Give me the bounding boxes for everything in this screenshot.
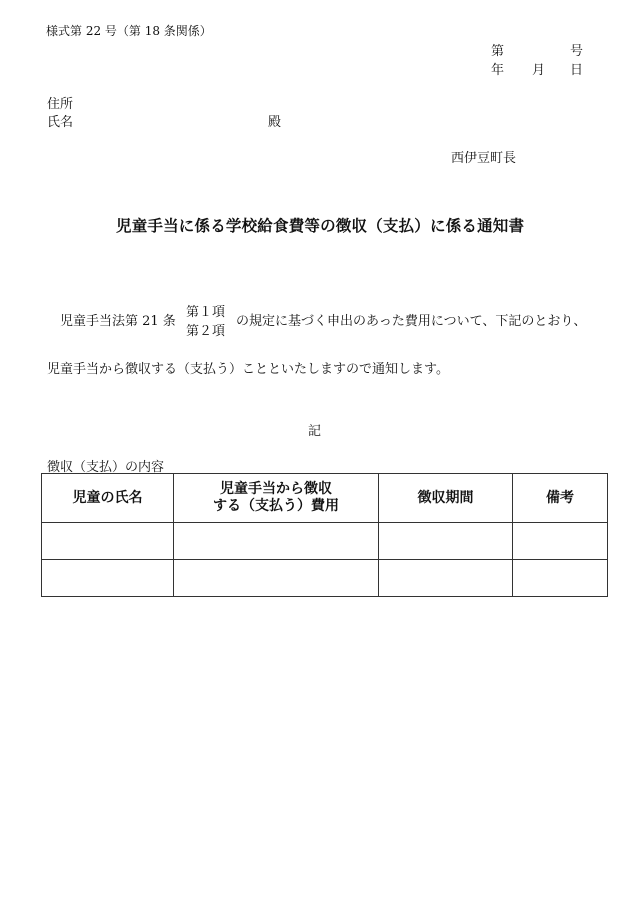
address-label: 住所 xyxy=(47,97,74,112)
header-remarks: 備考 xyxy=(513,474,608,523)
clause-1: 第１項 xyxy=(186,305,226,320)
ki-marker: 記 xyxy=(308,424,322,439)
cell-remarks xyxy=(513,523,608,560)
table-row xyxy=(42,560,608,597)
document-title: 児童手当に係る学校給食費等の徴収（支払）に係る通知書 xyxy=(116,216,525,235)
cell-child-name xyxy=(42,560,174,597)
doc-number-dai: 第 xyxy=(491,44,505,59)
cell-fee xyxy=(174,560,379,597)
body-line1-rest: の規定に基づく申出のあった費用について、下記のとおり、 xyxy=(236,314,587,329)
clause-2: 第２項 xyxy=(186,324,226,339)
cell-period xyxy=(379,560,513,597)
table-header-row xyxy=(42,474,608,523)
body-lead: 児童手当法第 21 条 xyxy=(60,314,176,329)
header-child-name: 児童の氏名 xyxy=(42,474,174,523)
doc-number-go: 号 xyxy=(570,44,584,59)
content-table xyxy=(41,473,608,597)
date-day: 日 xyxy=(570,63,584,78)
body-line2: 児童手当から徴収する（支払う）ことといたしますので通知します。 xyxy=(47,362,449,377)
honorific-dono: 殿 xyxy=(268,115,282,130)
header-period: 徴収期間 xyxy=(379,474,513,523)
sender-mayor: 西伊豆町長 xyxy=(451,151,517,166)
cell-fee xyxy=(174,523,379,560)
cell-period xyxy=(379,523,513,560)
cell-remarks xyxy=(513,560,608,597)
table-row xyxy=(42,523,608,560)
name-label: 氏名 xyxy=(47,115,74,130)
header-fee: 児童手当から徴収 する（支払う）費用 xyxy=(174,474,379,523)
cell-child-name xyxy=(42,523,174,560)
form-number: 様式第 22 号（第 18 条関係） xyxy=(46,24,212,38)
date-month: 月 xyxy=(532,63,546,78)
date-year: 年 xyxy=(491,63,505,78)
section-label: 徴収（支払）の内容 xyxy=(47,460,165,475)
